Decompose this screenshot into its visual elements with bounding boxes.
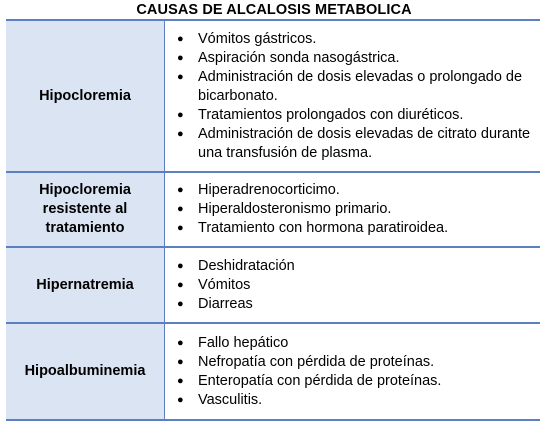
list-item (175, 353, 540, 372)
bullet-icon: ● (177, 70, 184, 83)
causes-cell (165, 248, 540, 322)
causes-list (175, 30, 540, 163)
bullet-icon: ● (177, 297, 184, 310)
cause-text: Deshidratación (198, 257, 295, 274)
list-item (175, 257, 540, 276)
bullet-icon: ● (177, 222, 184, 234)
list-item (175, 372, 540, 391)
list-item (175, 295, 540, 314)
list-item (175, 49, 540, 68)
causes-list (175, 334, 540, 410)
cause-text: Nefropatía con pérdida de proteínas. (198, 353, 435, 370)
causes-cell (165, 21, 540, 171)
list-item (175, 334, 540, 353)
cause-text: Vómitos (198, 276, 251, 293)
causes-table (6, 19, 540, 421)
table-row (6, 248, 540, 324)
bullet-icon: ● (177, 336, 184, 349)
causes-list (175, 257, 540, 314)
bullet-icon: ● (177, 393, 184, 406)
list-item (175, 219, 540, 238)
list-item (175, 276, 540, 295)
cause-text: Hiperadrenocorticimo. (198, 182, 340, 198)
bullet-icon: ● (177, 32, 184, 45)
bullet-icon: ● (177, 184, 184, 196)
causes-cell (165, 324, 540, 419)
cause-text: Diarreas (198, 295, 253, 312)
bullet-icon: ● (177, 259, 184, 272)
list-item (175, 200, 540, 219)
list-item (175, 106, 540, 125)
list-item (175, 391, 540, 410)
bullet-icon: ● (177, 108, 184, 121)
list-item (175, 125, 540, 163)
cause-text: Tratamientos prolongados con diuréticos. (198, 106, 464, 123)
bullet-icon: ● (177, 374, 184, 387)
list-item (175, 30, 540, 49)
bullet-icon: ● (177, 278, 184, 291)
cause-text: Enteropatía con pérdida de proteínas. (198, 372, 442, 389)
cause-text: Vasculitis. (198, 391, 263, 408)
list-item (175, 68, 540, 106)
cause-text: Administración de dosis elevadas de citrato durante una transfusión de plasma. (198, 125, 531, 161)
cause-text: Hiperaldosteronismo primario. (198, 201, 392, 217)
cause-text: Administración de dosis elevadas o prolongado de bicarbonato. (198, 68, 523, 104)
cause-text: Fallo hepático (198, 334, 289, 351)
condition-cell: Hipernatremia (6, 248, 165, 322)
table-row (6, 324, 540, 421)
cause-text: Tratamiento con hormona paratiroidea. (198, 220, 449, 236)
causes-list (175, 181, 540, 238)
list-item (175, 181, 540, 200)
table-row (6, 21, 540, 173)
cause-text: Aspiración sonda nasogástrica. (198, 49, 400, 66)
bullet-icon: ● (177, 355, 184, 368)
causes-cell (165, 173, 540, 246)
condition-cell: Hipocloremia resistente al tratamiento (6, 173, 165, 246)
cause-text: Vómitos gástricos. (198, 30, 317, 47)
table-title: CAUSAS DE ALCALOSIS METABOLICA (136, 2, 412, 18)
condition-cell: Hipocloremia (6, 21, 165, 171)
condition-cell: Hipoalbuminemia (6, 324, 165, 419)
bullet-icon: ● (177, 51, 184, 64)
bullet-icon: ● (177, 203, 184, 215)
bullet-icon: ● (177, 127, 184, 140)
table-row (6, 173, 540, 248)
